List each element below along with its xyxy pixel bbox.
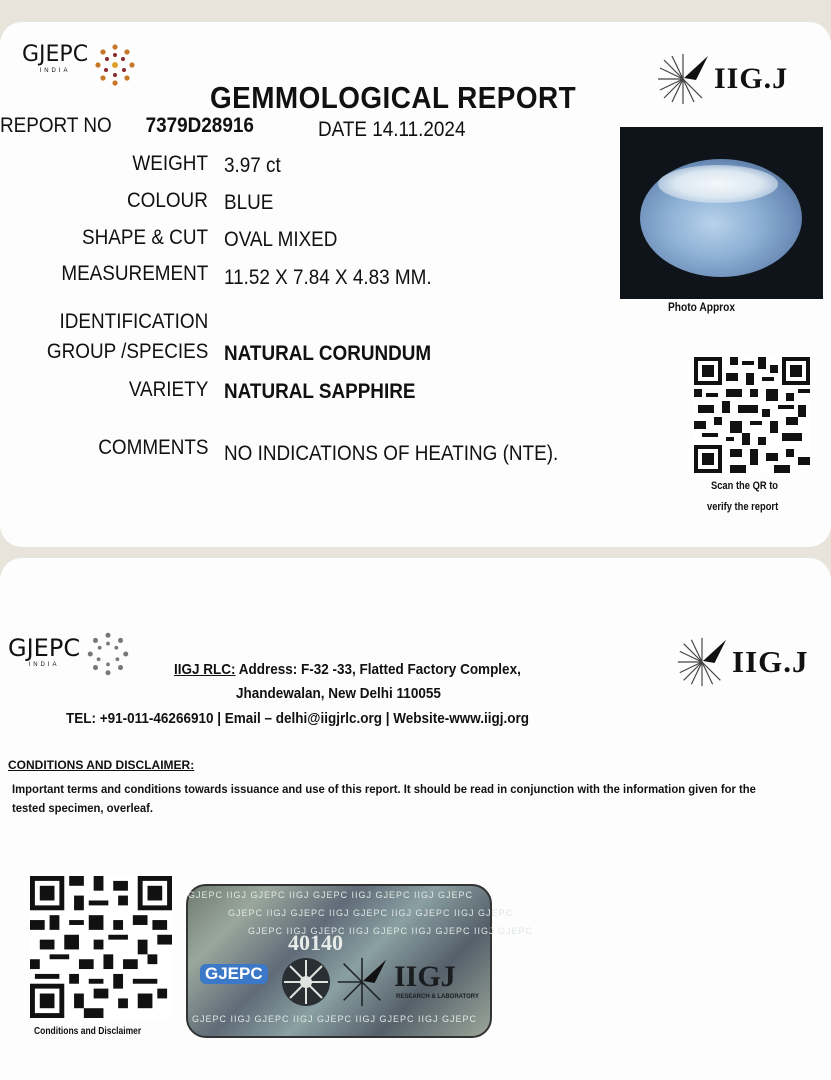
group-species-label: GROUP /SPECIES <box>46 340 208 363</box>
gjepc-logo <box>22 44 138 88</box>
date-label: DATE <box>318 118 368 141</box>
report-back-card <box>0 558 831 1080</box>
variety-value: NATURAL SAPPHIRE <box>224 380 416 403</box>
gjepc-logo-back-sub: INDIA <box>28 662 60 668</box>
hologram-band-4: GJEPC IIGJ GJEPC IIGJ GJEPC IIGJ GJEPC IIGJ GJEPC <box>192 1014 478 1024</box>
sapphire-image <box>640 159 802 277</box>
report-title: GEMMOLOGICAL REPORT <box>210 80 577 115</box>
measurement-value: 11.52 X 7.84 X 4.83 MM. <box>224 266 432 289</box>
iigj-logo-back <box>674 634 809 690</box>
comments-value: NO INDICATIONS OF HEATING (NTE). <box>224 442 559 465</box>
colour-label: COLOUR <box>127 189 208 212</box>
weight-value: 3.97 ct <box>224 154 281 177</box>
conditions-title: CONDITIONS AND DISCLAIMER: <box>8 758 195 772</box>
measurement-label: MEASUREMENT <box>60 262 208 285</box>
hologram-band-3: GJEPC IIGJ GJEPC IIGJ GJEPC IIGJ GJEPC IIGJ GJEPC <box>248 926 534 936</box>
gjepc-logo-sub: INDIA <box>39 68 71 74</box>
security-hologram <box>186 884 534 1038</box>
hologram-iigj: IIGJ <box>394 960 456 993</box>
hologram-iigj-burst-icon <box>334 954 390 1010</box>
report-no-value: 7379D28916 <box>145 114 254 137</box>
gjepc-logo-back-text: GJEPC <box>8 634 81 662</box>
address-label: IIGJ RLC: <box>174 661 236 678</box>
iigj-burst-icon <box>654 50 712 108</box>
qr-caption-line1: Scan the QR to <box>711 480 779 492</box>
address-line2: Jhandewalan, New Delhi 110055 <box>236 685 441 702</box>
hologram-band-1: GJEPC IIGJ GJEPC IIGJ GJEPC IIGJ GJEPC IIGJ GJEPC <box>188 890 474 900</box>
gjepc-sunburst-icon <box>92 42 138 88</box>
colour-value: BLUE <box>224 191 274 214</box>
gemstone-photo <box>620 127 823 299</box>
hologram-band-2: GJEPC IIGJ GJEPC IIGJ GJEPC IIGJ GJEPC IIGJ GJEPC <box>228 908 514 918</box>
conditions-text: Important terms and conditions towards issuance and use of this report. It should be read in conjunction with the information given for the tested specimen, overleaf. <box>12 782 756 815</box>
iigj-logo <box>654 50 788 108</box>
shape-cut-label: SHAPE & CUT <box>81 226 208 249</box>
gjepc-sunburst-back-icon <box>84 630 132 678</box>
conditions-qr-code[interactable] <box>30 876 172 1018</box>
gjepc-logo-back <box>8 636 132 678</box>
report-no-row <box>0 114 254 138</box>
address-line1 <box>174 661 521 678</box>
iigj-logo-text: IIG.J <box>714 62 789 95</box>
identification-label: IDENTIFICATION <box>59 310 208 333</box>
conditions-qr-caption: Conditions and Disclaimer <box>34 1026 142 1037</box>
photo-caption: Photo Approx <box>668 300 736 314</box>
date-value: 14.11.2024 <box>372 118 466 141</box>
variety-label: VARIETY <box>128 378 208 401</box>
date-row <box>318 118 465 142</box>
weight-label: WEIGHT <box>132 152 208 175</box>
group-species-value: NATURAL CORUNDUM <box>224 342 432 365</box>
report-front-card <box>0 22 831 547</box>
gjepc-logo-text: GJEPC <box>22 42 89 67</box>
iigj-logo-back-text: IIG.J <box>732 644 809 679</box>
contact-line: TEL: +91-011-46266910 | Email – delhi@iigjrlc.org | Website-www.iigj.org <box>66 710 530 727</box>
verify-qr-code[interactable] <box>694 357 810 473</box>
hologram-tagline: RESEARCH & LABORATORY <box>396 994 479 1000</box>
hologram-gjepc: GJEPC <box>200 964 268 984</box>
report-no-label: REPORT NO <box>0 114 112 137</box>
shape-cut-value: OVAL MIXED <box>224 228 338 251</box>
hologram-serial: 40140 <box>288 930 343 955</box>
qr-caption-line2: verify the report <box>707 501 779 513</box>
address-text: Address: F-32 -33, Flatted Factory Complex, <box>235 661 521 678</box>
iigj-burst-back-icon <box>674 634 730 690</box>
hologram-gjepc-sunburst-icon <box>280 956 332 1008</box>
comments-label: COMMENTS <box>97 436 208 459</box>
